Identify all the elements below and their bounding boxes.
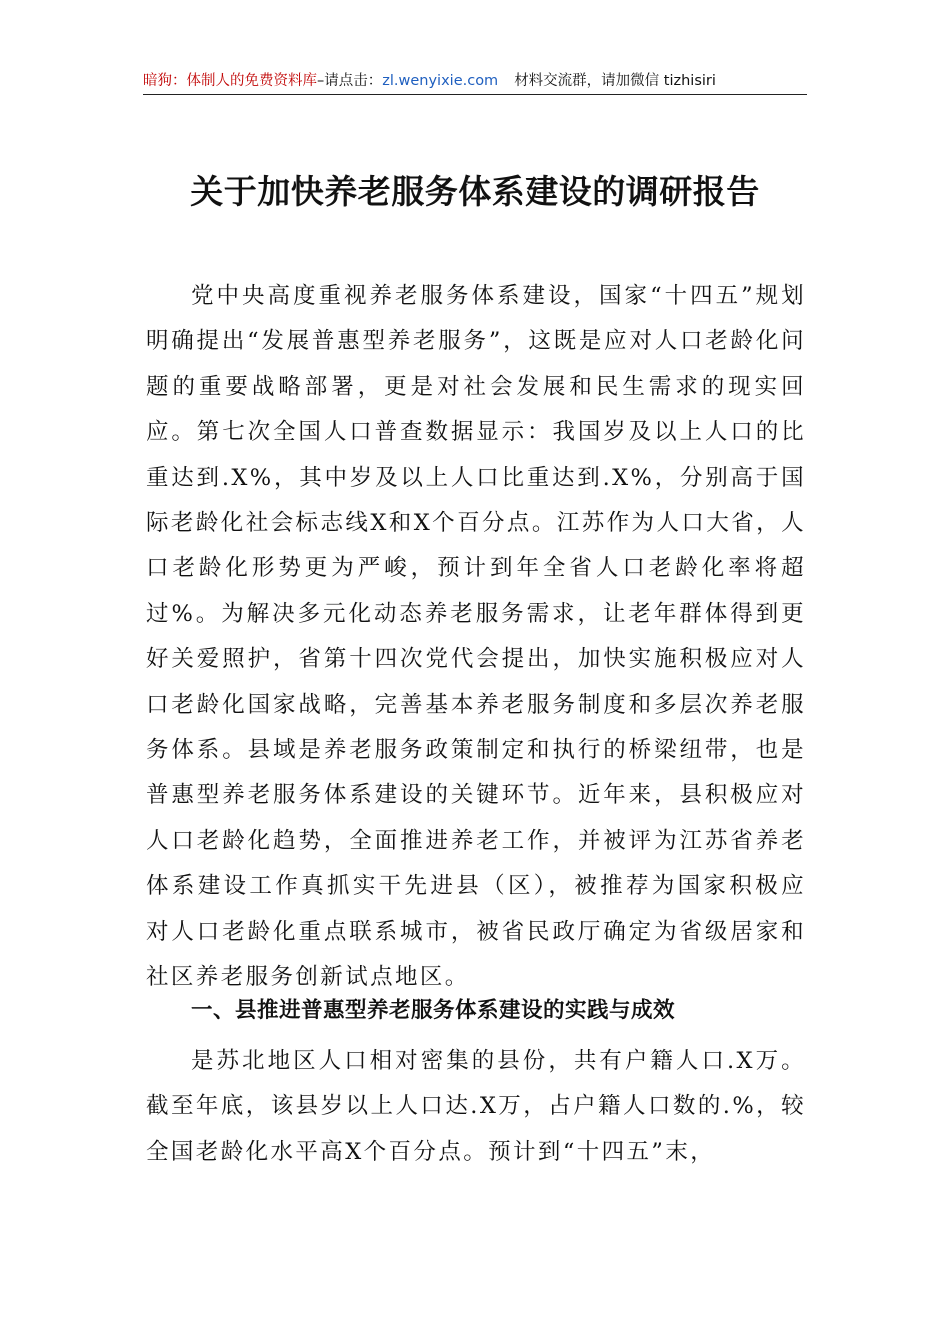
- header-wechat-note: 材料交流群，请加微信 tizhisiri: [514, 73, 716, 89]
- section-heading-one: 一、县推进普惠型养老服务体系建设的实践与成效: [191, 998, 676, 1023]
- body-paragraph-intro: 党中央高度重视养老服务体系建设，国家“十四五”规划明确提出“发展普惠型养老服务”，这既是应对人口老龄化问题的重要战略部署，更是对社会发展和民生需求的现实回应。第七次全国人口普查数据显示：我国岁及以上人口的比重达到.X%，其中岁及以上人口比重达到.X%，分别高于国际老龄化社会标志线X和X个百分点。江苏作为人口大省，人口老龄化形势更为严峻，预计到年全省人口老龄化率将超过%。为解决多元化动态养老服务需求，让老年群体得到更好关爱照护，省第十四次党代会提出，加快实施积极应对人口老龄化国家战略，完善基本养老服务制度和多层次养老服务体系。县域是养老服务政策制定和执行的桥梁纽带，也是普惠型养老服务体系建设的关键环节。近年来，县积极应对人口老龄化趋势，全面推进养老工作，并被评为江苏省养老体系建设工作真抓实干先进县（区），被推荐为国家积极应对人口老龄化重点联系城市，被省民政厅确定为省级居家和社区养老服务创新试点地区。: [146, 283, 806, 991]
- document-title: 关于加快养老服务体系建设的调研报告: [190, 172, 760, 211]
- header-url-link[interactable]: zl.wenyixie.com: [382, 73, 499, 89]
- header-site-name: 暗狗：体制人的免费资料库: [143, 73, 317, 89]
- body-paragraph-section-one: 是苏北地区人口相对密集的县份，共有户籍人口.X万。截至年底，该县岁以上人口达.X万，占户籍人口数的.%，较全国老龄化水平高X个百分点。预计到“十四五”末，: [146, 1048, 806, 1165]
- header-click-prompt: –请点击：: [317, 73, 383, 89]
- watermark-header: [143, 70, 807, 95]
